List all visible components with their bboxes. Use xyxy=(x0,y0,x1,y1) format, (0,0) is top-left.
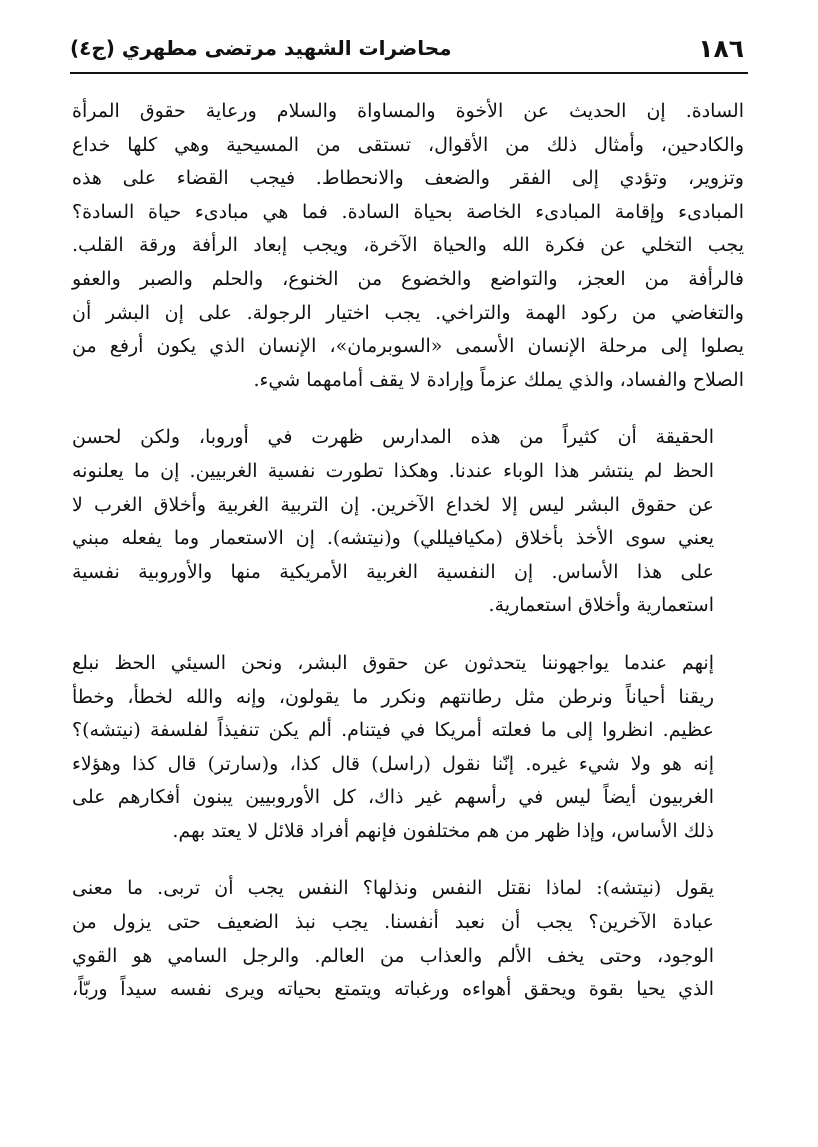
text-line: على هذا الأساس. إن النفسية الغربية الأمريكية منها والأوروبية نفسية xyxy=(72,560,714,583)
paragraph-3 xyxy=(72,647,744,849)
text-line: يعني سوى الأخذ بأخلاق (مكيافيللي) و(نيتشه). إن الاستعمار وما يفعله مبني xyxy=(72,527,714,550)
text-line: الذي يحيا بقوة ويحقق أهواءه ورغباته ويتمتع بحياته ويرى نفسه سيداً وربّاً، xyxy=(72,978,714,1001)
text-line: الصلاح والفساد، والذي يملك عزماً وإرادة لا يقف أمامهما شيء. xyxy=(253,368,744,391)
page-header xyxy=(70,28,744,68)
text-line: الوجود، وحتى يخف الألم والعذاب من العالم. والرجل السامي هو القوي xyxy=(72,944,714,967)
text-line: ذلك الأساس، وإذا ظهر من هم مختلفون فإنهم أفراد قلائل لا يعتد بهم. xyxy=(172,819,714,842)
text-line: استعمارية وأخلاق استعمارية. xyxy=(488,594,714,617)
text-line: السادة. إن الحديث عن الأخوة والمساواة والسلام ورعاية حقوق المرأة xyxy=(72,100,744,122)
text-line: والكادحين، وأمثال ذلك من الأقوال، تستقى من المسيحية وهي كلها خداع xyxy=(72,133,744,156)
text-line: يصلوا إلى مرحلة الإنسان الأسمى «السوبرمان»، الإنسان الذي يكون أرفع من xyxy=(72,335,744,358)
text-line: يجب التخلي عن فكرة الله والحياة الآخرة، ويجب إبعاد الرأفة ورقة القلب. xyxy=(72,234,744,257)
paragraph-4 xyxy=(72,872,744,1006)
text-line: وتزوير، وتؤدي إلى الفقر والضعف والانحطاط. فيجب القضاء على هذه xyxy=(72,167,744,190)
paragraph-2 xyxy=(72,421,744,623)
text-line: الغربيون أيضاً ليس في رأسهم غير ذاك، كل الأوروبيين يبنون أفكارهم على xyxy=(72,786,714,809)
text-line: عن حقوق البشر ليس إلا لخداع الآخرين. إن التربية الغربية وأخلاق الغرب لا xyxy=(72,493,714,516)
text-line: المبادىء وإقامة المبادىء الخاصة بحياة السادة. فما هي مبادىء حياة السادة؟ xyxy=(72,200,744,223)
text-line: عظيم. انظروا إلى ما فعلته أمريكا في فيتنام. ألم يكن تنفيذاً لفلسفة (نيتشه)؟ xyxy=(72,719,714,742)
text-line: والتغاضي من ركود الهمة والتراخي. يجب اختيار الرجولة. على إن البشر أن xyxy=(72,301,744,324)
paragraph-1 xyxy=(72,95,744,397)
text-line: فالرأفة من العجز، والتواضع والخضوع من الخنوع، والحلم والصبر والعفو xyxy=(72,267,744,290)
body-text xyxy=(72,95,744,1007)
text-line: إنهم عندما يواجهوننا يتحدثون عن حقوق البشر، ونحن السيئي الحظ نبلع xyxy=(72,651,714,674)
header-rule xyxy=(70,72,748,74)
text-line: ريقنا أحياناً ونرطن مثل رطانتهم ونكرر ما يقولون، وإنه والله لخطأ، وخطأ xyxy=(72,685,714,708)
text-line: الحظ لم ينتشر هذا الوباء عندنا. وهكذا تطورت نفسية الغربيين. إن ما يعلنونه xyxy=(72,459,714,482)
text-line: عبادة الآخرين؟ يجب أن نعبد أنفسنا. يجب نبذ الضعيف حتى يزول من xyxy=(72,911,714,934)
running-title: محاضرات الشهيد مرتضى مطهري (ج٤) xyxy=(70,36,452,60)
text-line: إنه هو ولا شيء غيره. إنّنا نقول (راسل) قال كذا، و(سارتر) قال كذا وهؤلاء xyxy=(72,752,714,775)
page-number: ١٨٦ xyxy=(698,33,744,63)
text-line: الحقيقة أن كثيراً من هذه المدارس ظهرت في أوروبا، ولكن لحسن xyxy=(72,426,714,449)
text-line: يقول (نيتشه): لماذا نقتل النفس ونذلها؟ النفس يجب أن تربى. ما معنى xyxy=(72,877,714,900)
